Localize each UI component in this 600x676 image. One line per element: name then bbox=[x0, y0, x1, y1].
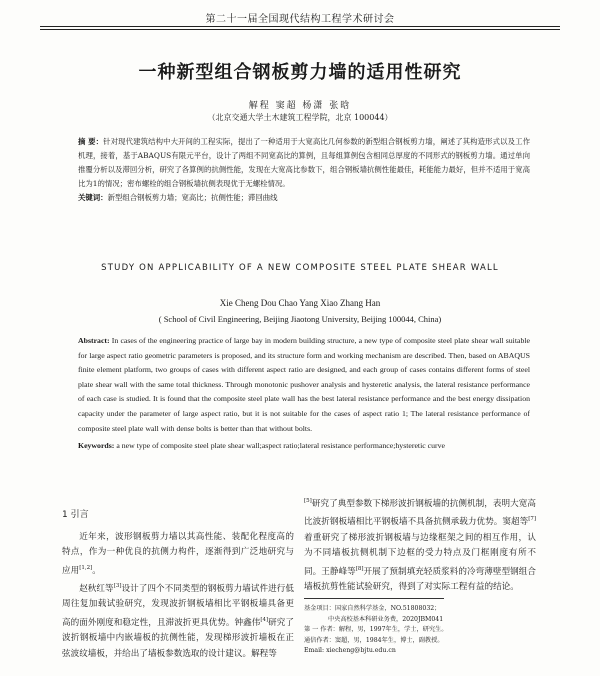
english-abstract bbox=[78, 334, 530, 454]
intro-text-2a: 赵秋红等 bbox=[79, 583, 114, 594]
english-abstract-text: In cases of the engineering practice of large bay in modern building structure, a new type of composite steel plate shear wall suitable for large aspect ratio geometric parameters is proposed, and its structure form and working mechanism are described. Then, based on ABAQUS finite element platform, two groups of cases with different aspect ratio are designed, and each group of cases contains different forms of steel plate shear wall with the same total thickness. Through monotonic pushover analysis and hysteretic analysis, the lateral resistance performance of each case is studied. It is found that the composite steel plate wall has the best lateral resistance performance and the best energy dissipation capacity under the parameter of large aspect ratio, but it is not suitable for the cases of aspect ratio 1; The lateral resistance performance of composite steel plate wall with dense bolts is better than that without bolts. bbox=[78, 336, 530, 433]
chinese-abstract-text: 针对现代建筑结构中大开间的工程实际，提出了一种适用于大宽高比几何参数的新型组合钢板剪力墙，阐述了其构造形式以及工作机理，接着，基于ABAQUS有限元平台，设计了两组不同宽高比的算例，且每组算例包含相同总厚度的不同形式的钢板剪力墙。通过单向推覆分析以及滞回分析，研究了各算例的抗侧性能，发现在大宽高比参数下，组合钢板墙抗侧性能最佳，耗能能力最好，但并不适用于宽高比为1的情况；密布螺栓的组合钢板墙抗侧表现优于无螺栓情况。 bbox=[78, 137, 530, 188]
chinese-title: 一种新型组合钢板剪力墙的适用性研究 bbox=[138, 62, 462, 83]
chinese-affiliation: （北京交通大学土木建筑工程学院，北京 100044） bbox=[207, 113, 393, 122]
footnote-funding: 基金项目：国家自然科学基金，NO.51808032； bbox=[304, 605, 441, 612]
intro-text-2b: 设计了四个不同类型的钢板剪力墙试件进行低周往复加载试验研究，发现波折钢板墙相比平钢板墙具备更高的面外刚度和稳定性，且滞波折更具优势。钟鑫伟 bbox=[62, 583, 294, 628]
english-affiliation: ( School of Civil Engineering, Beijing Jiaotong University, Beijing 100044, China) bbox=[158, 314, 442, 324]
english-abstract-label: Abstract: bbox=[78, 336, 110, 345]
footnote-first-author: 第 一 作者：解程，男，1997年生，学士，研究生。 bbox=[304, 626, 448, 634]
footnote-rule bbox=[304, 598, 444, 599]
english-keywords: a new type of composite steel plate shear wall;aspect ratio;lateral resistance performance;hysteretic curve bbox=[116, 441, 445, 451]
header-rule-thin bbox=[40, 29, 560, 30]
intro-text-1-end: 。 bbox=[92, 565, 101, 576]
english-keywords-row bbox=[78, 439, 530, 454]
intro-paragraph-1 bbox=[62, 530, 294, 579]
intro-text-3c: 开展了预制填充轻质浆料的冷弯薄壁型钢组合墙板抗剪性能试验研究，得到了对实际工程有益的结论。 bbox=[304, 566, 536, 593]
footnote-funding-2: 中央高校基本科研业务费，2020JBM041 bbox=[328, 615, 444, 623]
section-title: 1 引言 bbox=[62, 510, 89, 520]
citation: [3] bbox=[113, 582, 122, 589]
chinese-abstract bbox=[78, 135, 530, 205]
intro-text-1: 近年来，波形钢板剪力墙以其高性能、装配化程度高的特点，作为一种优良的抗侧力构件，逐渐得到广泛地研究与应用 bbox=[62, 531, 294, 576]
citation: [8] bbox=[355, 565, 364, 572]
english-title: STUDY ON APPLICABILITY OF A NEW COMPOSITE STEEL PLATE SHEAR WALL bbox=[101, 263, 499, 273]
intro-text-3a: 研究了典型参数下梯形波折钢板墙的抗侧机制，表明大宽高比波折钢板墙相比平钢板墙不具备抗侧承载力优势。窦超等 bbox=[304, 498, 536, 528]
english-authors: Xie Cheng Dou Chao Yang Xiao Zhang Han bbox=[219, 298, 381, 308]
chinese-abstract-label: 摘 要： bbox=[78, 137, 104, 146]
citation: [1,2] bbox=[79, 564, 93, 571]
intro-text-2c: 研究了波折钢板墙中内嵌墙板的抗侧性能，发现梯形波折墙板在正弦波纹墙板，并给出了墙板参数选取的设计建议。解程等 bbox=[62, 617, 294, 659]
footnote-corresponding: 通信作者：窦超，男，1984年生，博士，副教授。 bbox=[304, 636, 444, 644]
header-rule bbox=[40, 26, 560, 27]
chinese-keywords-label: 关键词： bbox=[78, 193, 108, 202]
citation: [7] bbox=[528, 516, 536, 523]
footnotes bbox=[304, 604, 536, 657]
chinese-keywords: 新型组合钢板剪力墙；宽高比；抗侧性能；滞回曲线 bbox=[107, 193, 278, 202]
intro-text-3b: 着重研究了梯形波折钢板墙与边缘框架之间的相互作用，认为不同墙板抗侧机制下边框的受力特点及门框刚度有所不同。王静峰等 bbox=[304, 532, 536, 577]
right-column bbox=[304, 494, 536, 596]
citation: [5] bbox=[304, 498, 312, 504]
intro-paragraph-3 bbox=[304, 494, 536, 596]
chinese-authors: 解程 窦超 杨潇 张晗 bbox=[248, 101, 352, 111]
conference-header: 第二十一届全国现代结构工程学术研讨会 bbox=[205, 14, 395, 25]
citation: [4] bbox=[260, 616, 269, 623]
footnote-email: Email: xiecheng@bjtu.edu.cn bbox=[304, 647, 396, 655]
intro-paragraph-2 bbox=[62, 579, 294, 662]
left-column bbox=[62, 508, 294, 662]
english-keywords-label: Keywords: bbox=[78, 441, 115, 451]
